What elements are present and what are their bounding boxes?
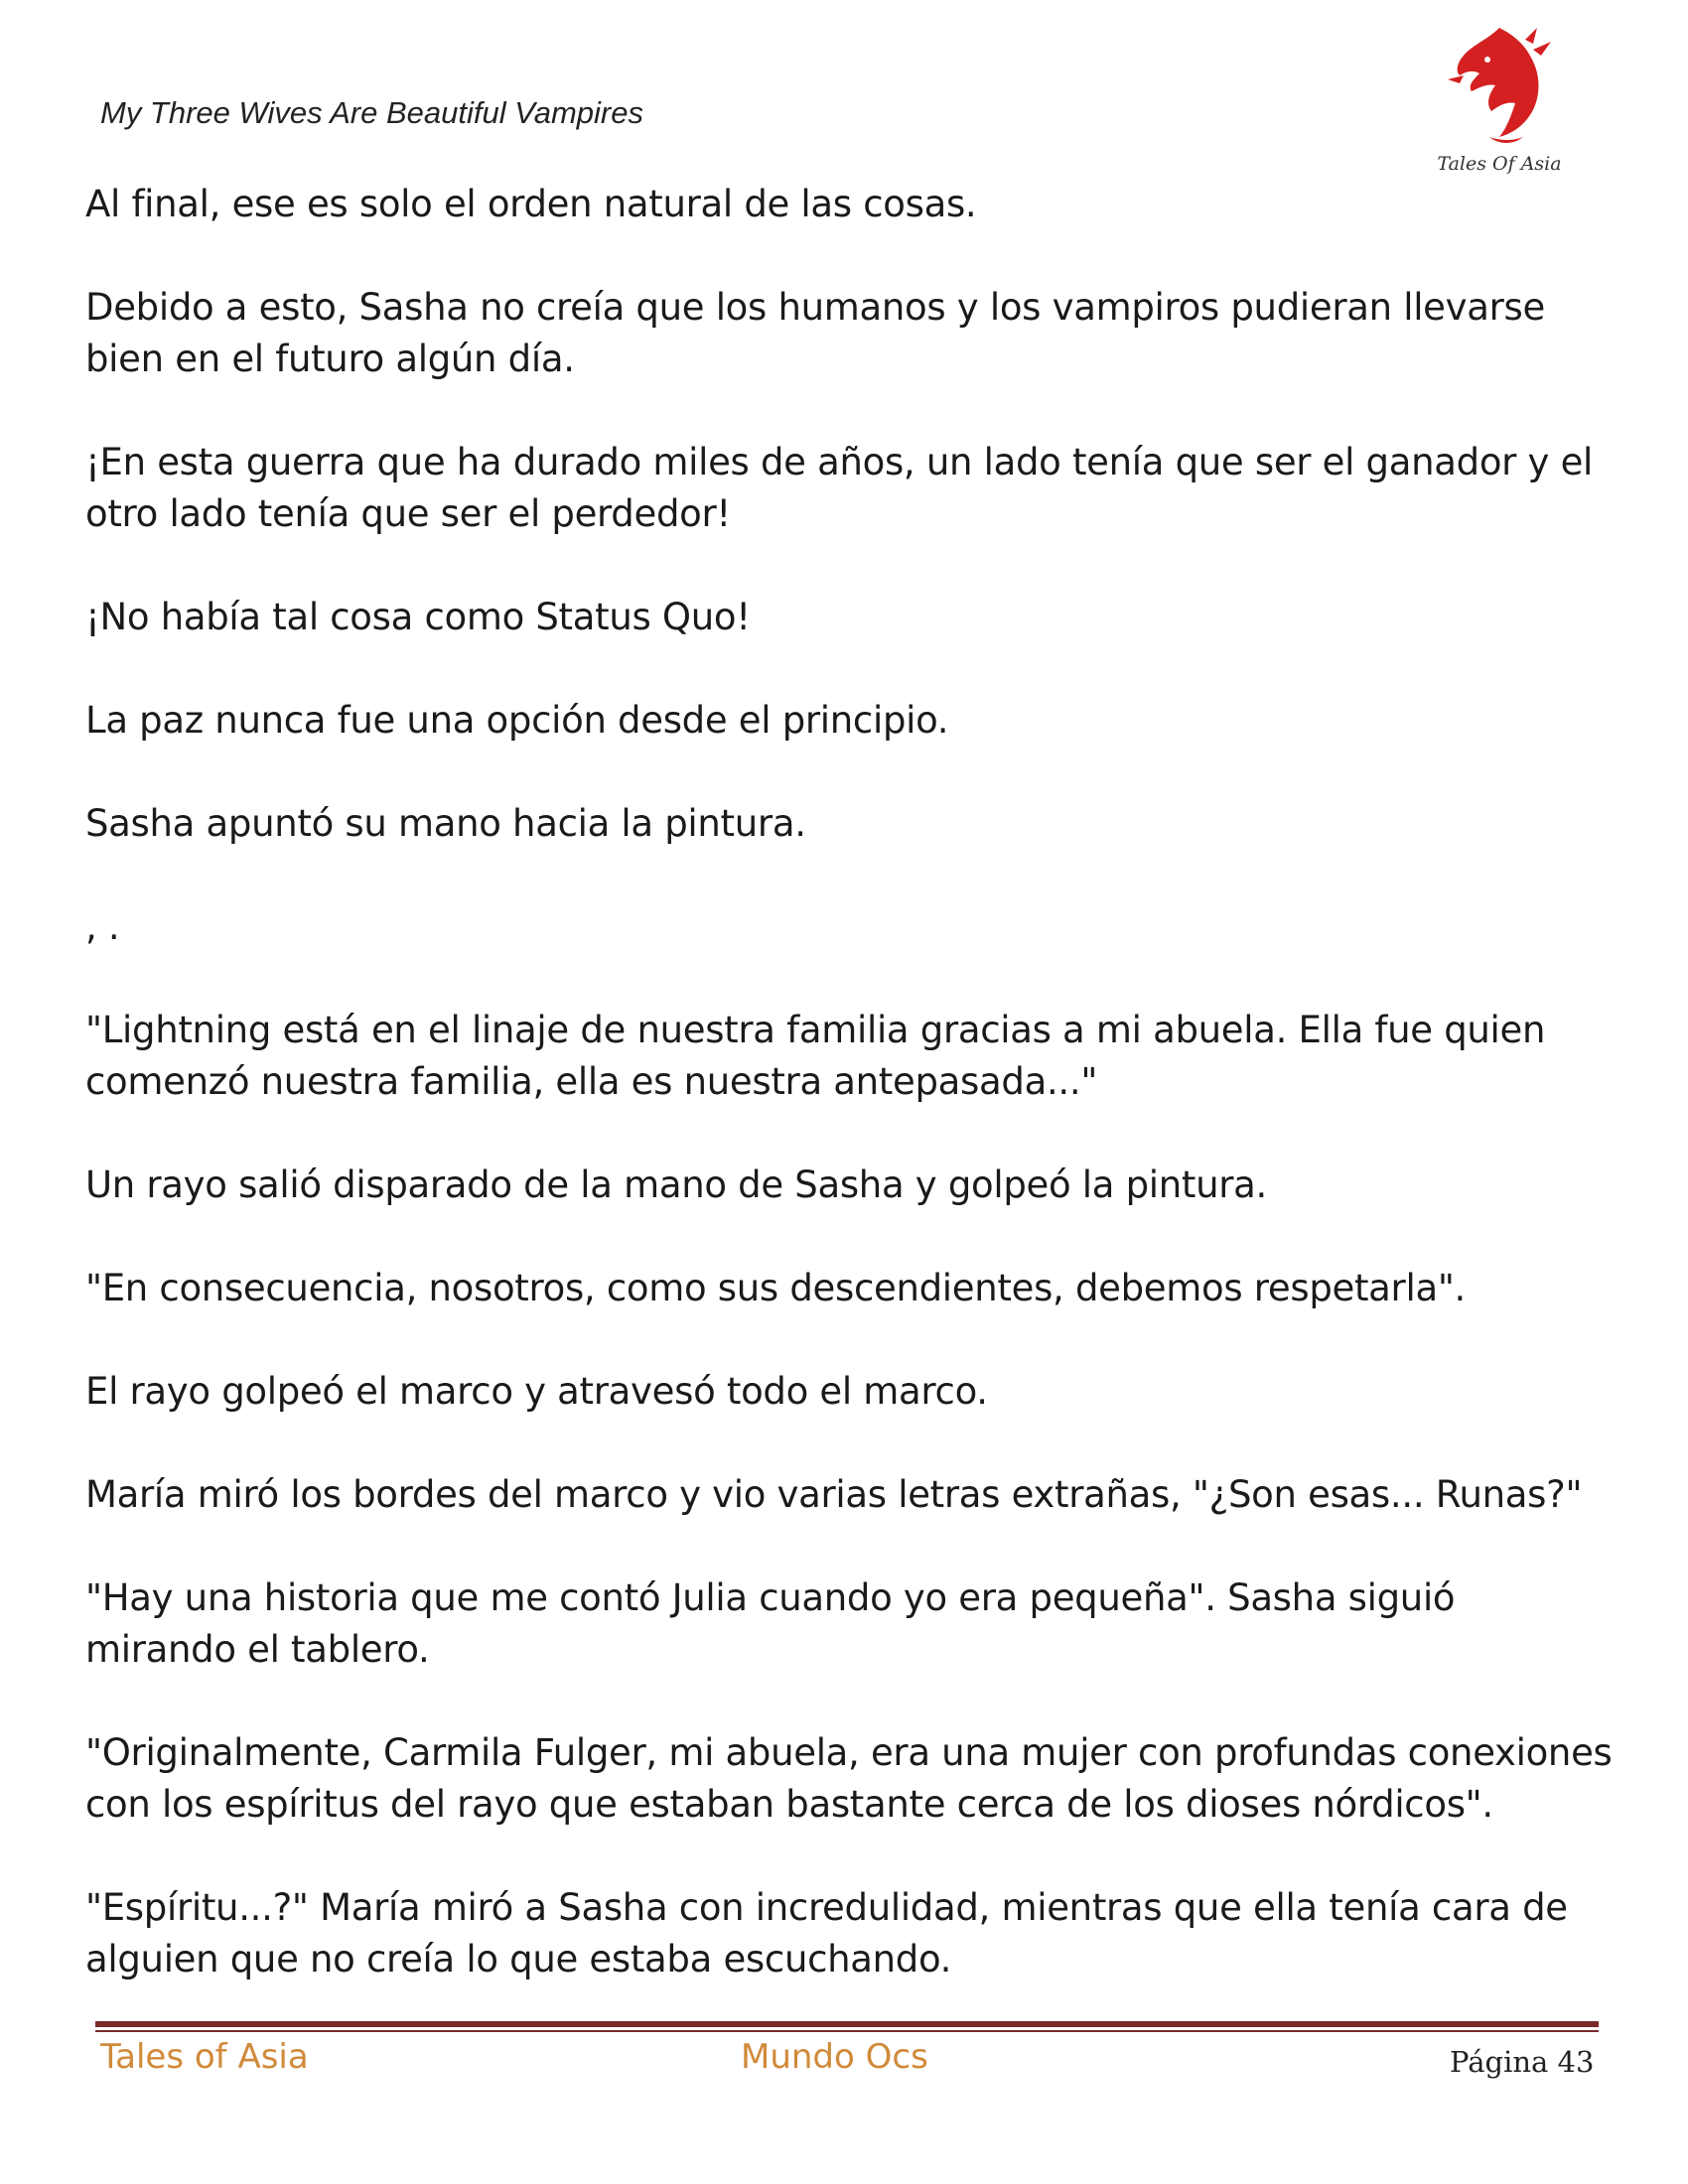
paragraph: Al final, ese es solo el orden natural de las cosas. [85,183,977,225]
dragon-icon [1430,20,1569,159]
paragraph: , . [85,905,120,948]
paragraph: Debido a esto, Sasha no creía que los humanos y los vampiros pudieran llevarse bien en el futuro algún día. [85,286,1545,380]
page-number: Página 43 [1450,2045,1595,2079]
paragraph: "Originalmente, Carmila Fulger, mi abuela, era una mujer con profundas conexiones con los espíritus del rayo que estaban bastante cerca de los dioses nórdicos". [85,1731,1613,1826]
paragraph: ¡No había tal cosa como Status Quo! [85,596,751,638]
paragraph: "En consecuencia, nosotros, como sus descendientes, debemos respetarla". [85,1267,1467,1309]
paragraph: Sasha apuntó su mano hacia la pintura. [85,802,806,845]
footer-publisher: Tales of Asia [100,2037,309,2077]
dragon-logo [1430,20,1569,184]
footer-section: Mundo Ocs [741,2037,928,2077]
paragraph: ¡En esta guerra que ha durado miles de años, un lado tenía que ser el ganador y el otro lado tenía que ser el perdedor! [85,441,1594,535]
paragraph: Un rayo salió disparado de la mano de Sasha y golpeó la pintura. [85,1163,1268,1206]
paragraph: La paz nunca fue una opción desde el principio. [85,699,949,742]
footer-rule [95,2021,1599,2027]
book-title: My Three Wives Are Beautiful Vampires [100,95,643,130]
paragraph: El rayo golpeó el marco y atravesó todo el marco. [85,1370,988,1413]
logo-text: Tales Of Asia [1437,153,1562,175]
footer-rule-thin [95,2030,1599,2032]
paragraph: "Espíritu...?" María miró a Sasha con incredulidad, mientras que ella tenía cara de alguien que no creía lo que estaba escuchando. [85,1886,1568,1980]
page-body [85,179,1615,2037]
paragraph: "Hay una historia que me contó Julia cuando yo era pequeña". Sasha siguió mirando el tablero. [85,1576,1456,1671]
paragraph: "Lightning está en el linaje de nuestra familia gracias a mi abuela. Ella fue quien comenzó nuestra familia, ella es nuestra antepasada..." [85,1009,1546,1103]
paragraph: María miró los bordes del marco y vio varias letras extrañas, "¿Son esas... Runas?" [85,1473,1583,1516]
